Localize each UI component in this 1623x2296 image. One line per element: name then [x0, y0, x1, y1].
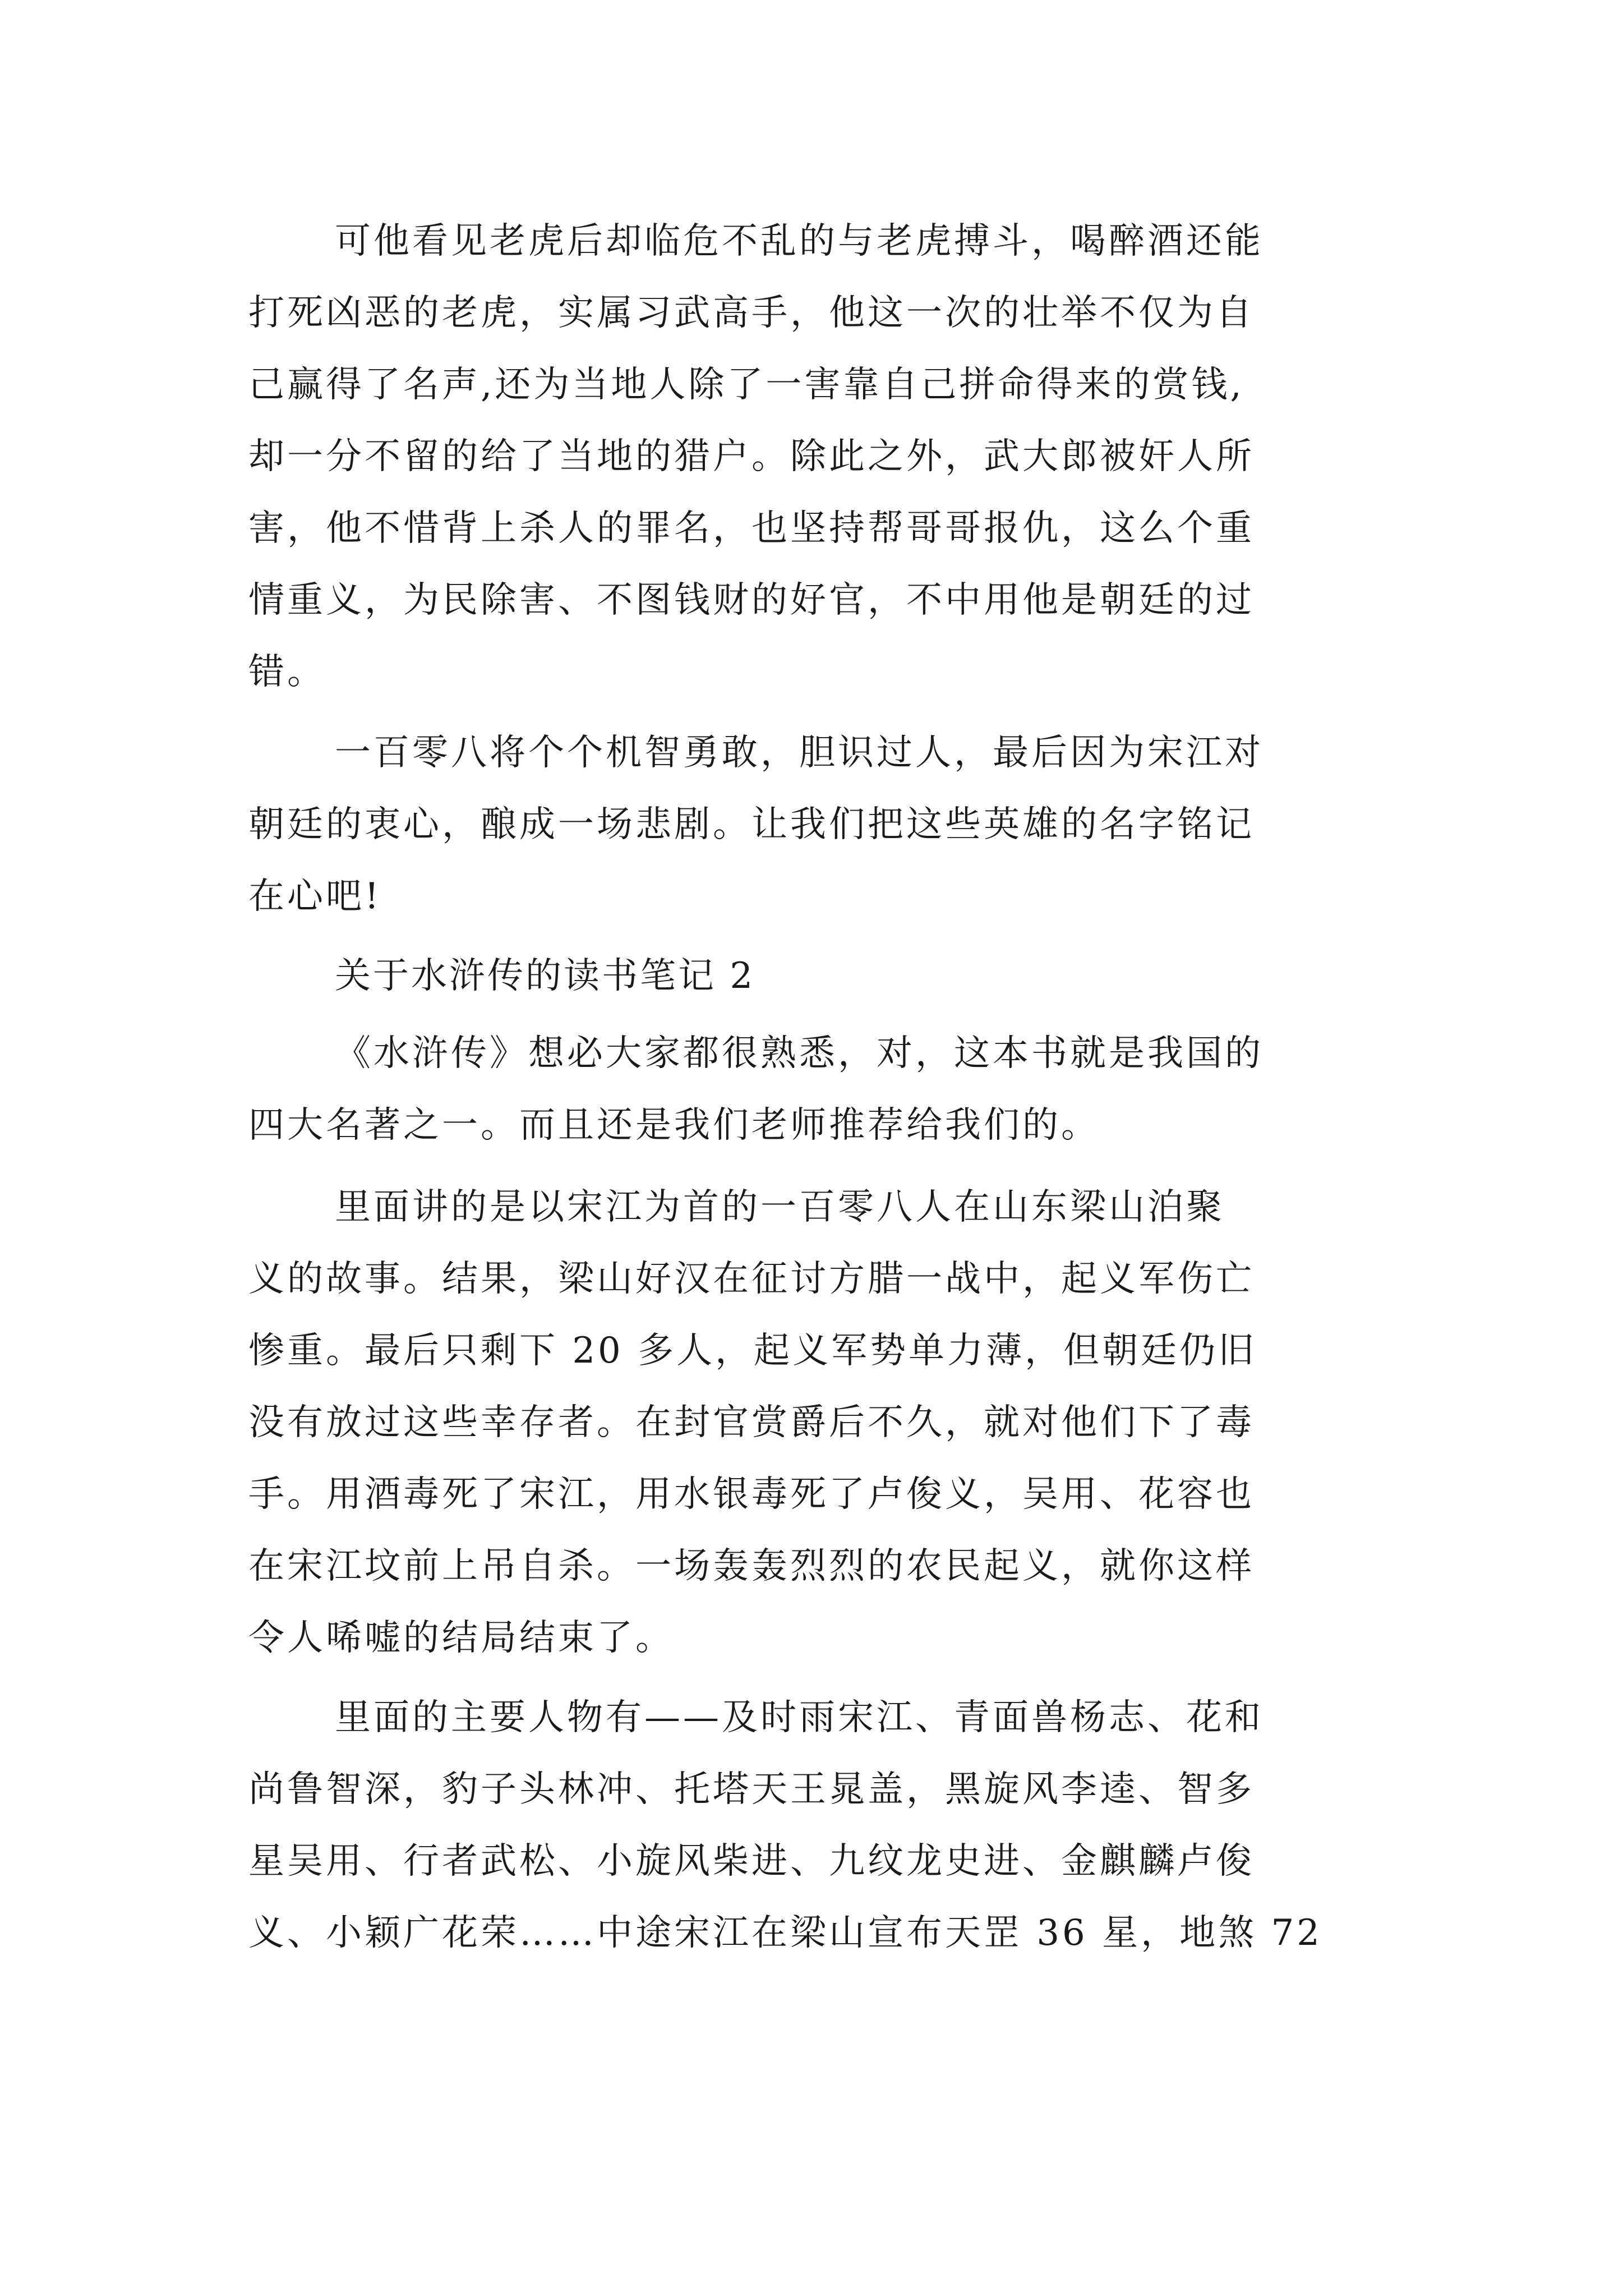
text-line: 情重义，为民除害、不图钱财的好官，不中用他是朝廷的过 [248, 579, 1255, 621]
text-line: 令人唏嘘的结局结束了。 [248, 1617, 674, 1659]
text-line: 却一分不留的给了当地的猎户。除此之外，武大郎被奸人所 [248, 436, 1255, 477]
text-line: 打死凶恶的老虎，实属习武高手，他这一次的壮举不仅为自 [248, 292, 1255, 334]
text-line: 害，他不惜背上杀人的罪名，也坚持帮哥哥报仇，这么个重 [248, 508, 1255, 549]
text-line: 四大名著之一。而且还是我们老师推荐给我们的。 [248, 1105, 1100, 1146]
text-line: 星吴用、行者武松、小旋风柴进、九纹龙史进、金麒麟卢俊 [248, 1841, 1255, 1882]
text-line: 没有放过这些幸存者。在封官赏爵后不久，就对他们下了毒 [248, 1402, 1255, 1443]
text-line: 尚鲁智深，豹子头林冲、托塔天王晁盖，黑旋风李逵、智多 [248, 1769, 1255, 1810]
text-line: 《水浒传》想必大家都很熟悉，对，这本书就是我国的 [335, 1033, 1264, 1074]
text-line: 错。 [248, 651, 326, 693]
section-heading: 关于水浒传的读书笔记 2 [335, 955, 755, 997]
text-line: 里面讲的是以宋江为首的一百零八人在山东梁山泊聚 [335, 1186, 1225, 1228]
text-line: 手。用酒毒死了宋江，用水银毒死了卢俊义，吴用、花容也 [248, 1474, 1255, 1515]
text-line: 一百零八将个个机智勇敢，胆识过人，最后因为宋江对 [335, 732, 1264, 774]
text-line: 义的故事。结果，梁山好汉在征讨方腊一战中，起义军伤亡 [248, 1258, 1255, 1300]
text-line: 在宋江坟前上吊自杀。一场轰轰烈烈的农民起义，就你这样 [248, 1545, 1255, 1587]
text-line: 在心吧! [248, 876, 382, 917]
text-line: 义、小颖广花荣……中途宋江在梁山宣布天罡 36 星，地煞 72 [248, 1912, 1322, 1954]
text-line: 可他看见老虎后却临危不乱的与老虎搏斗，喝醉酒还能 [335, 220, 1264, 262]
text-line: 己赢得了名声,还为当地人除了一害靠自己拼命得来的赏钱, [248, 364, 1244, 406]
text-line: 里面的主要人物有——及时雨宋江、青面兽杨志、花和 [335, 1697, 1264, 1738]
text-line: 惨重。最后只剩下 20 多人，起义军势单力薄，但朝廷仍旧 [248, 1330, 1257, 1372]
text-line: 朝廷的衷心，酿成一场悲剧。让我们把这些英雄的名字铭记 [248, 804, 1255, 845]
